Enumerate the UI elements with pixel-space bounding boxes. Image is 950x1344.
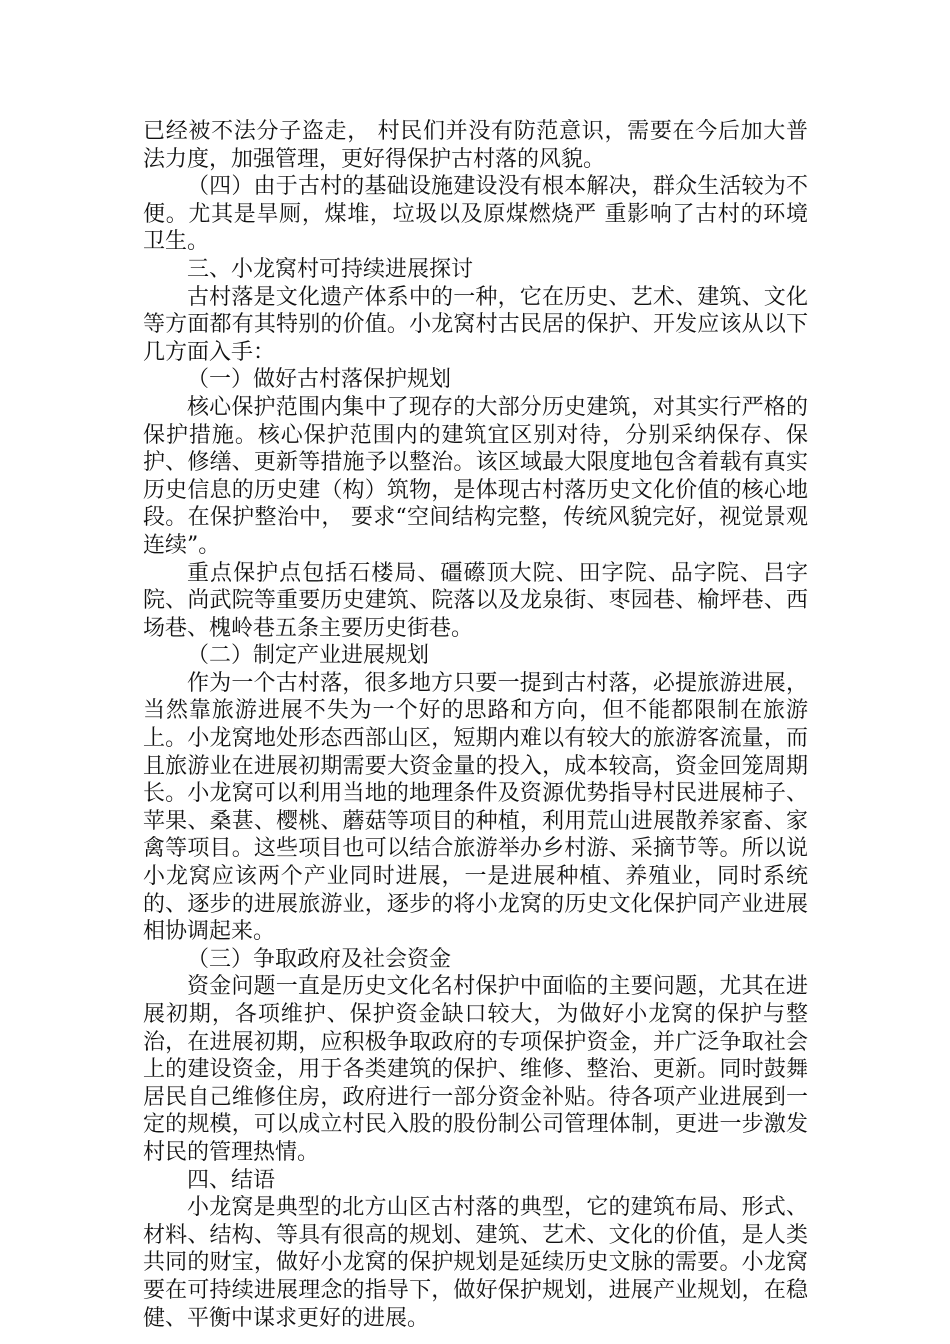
paragraph-continued: 已经被不法分子盗走， 村民们并没有防范意识，需要在今后加大普法力度，加强管理，更好得保护古村落的风貌。	[143, 119, 808, 172]
paragraph-industry: 作为一个古村落，很多地方只要一提到古村落，必提旅游进展，当然靠旅游进展不失为一个好的思路和方向，但不能都限制在旅游上。小龙窝地处形态西部山区，短期内难以有较大的旅游客流量，而且旅游业在进展初期需要大资金量的投入，成本较高，资金回笼周期长。小龙窝可以利用当地的地理条件及资源优势指导村民进展柿子、苹果、桑葚、樱桃、蘑菇等项目的种植，利用荒山进展散养家畜、家禽等项目。这些项目也可以结合旅游举办乡村游、采摘节等。所以说小龙窝应该两个产业同时进展，一是进展种植、养殖业，同时系统的、逐步的进展旅游业，逐步的将小龙窝的历史文化保护同产业进展相协调起来。	[143, 670, 808, 945]
document-body	[143, 118, 808, 1332]
paragraph-core-protection: 核心保护范围内集中了现存的大部分历史建筑，对其实行严格的保护措施。核心保护范围内的建筑宜区别对待，分别采纳保存、保护、修缮、更新等措施予以整治。该区域最大限度地包含着载有真实历史信息的历史建（构）筑物，是体现古村落历史文化价值的核心地段。在保护整治中， 要求“空间结构完整，传统风貌完好，视觉景观连续”。	[143, 394, 808, 558]
paragraph-funding: 资金问题一直是历史文化名村保护中面临的主要问题，尤其在进展初期，各项维护、保护资金缺口较大，为做好小龙窝的保护与整治，在进展初期，应积极争取政府的专项保护资金，并广泛争取社会上的建设资金，用于各类建筑的保护、维修、整治、更新。同时鼓舞居民自己维修住房，政府进行一部分资金补贴。待各项产业进展到一定的规模，可以成立村民入股的股份制公司管理体制，更进一步激发村民的管理热情。	[143, 974, 808, 1165]
section-heading-4: 四、结语	[187, 1167, 276, 1193]
paragraph-key-sites: 重点保护点包括石楼局、礓礤顶大院、田字院、品字院、吕字院、尚武院等重要历史建筑、院落以及龙泉街、枣园巷、榆坪巷、西场巷、槐岭巷五条主要历史街巷。	[143, 560, 808, 641]
subheading-1: （一）做好古村落保护规划	[187, 367, 452, 393]
paragraph-section-4-issue: （四）由于古村的基础设施建设没有根本解决，群众生活较为不便。尤其是旱厕，煤堆，垃圾以及原煤燃烧严 重影响了古村的环境卫生。	[143, 174, 808, 255]
paragraph-conclusion: 小龙窝是典型的北方山区古村落的典型，它的建筑布局、形式、材料、结构、等具有很高的规划、建筑、艺术、文化的价值，是人类共同的财宝，做好小龙窝的保护规划是延续历史文脉的需要。小龙窝要在可持续进展理念的指导下，做好保护规划，进展产业规划，在稳健、平衡中谋求更好的进展。	[143, 1195, 808, 1331]
paragraph-intro: 古村落是文化遗产体系中的一种，它在历史、艺术、建筑、文化等方面都有其特别的价值。小龙窝村古民居的保护、开发应该从以下几方面入手：	[143, 284, 808, 365]
subheading-3: （三）争取政府及社会资金	[187, 946, 452, 972]
section-heading-3: 三、小龙窝村可持续进展探讨	[187, 256, 474, 282]
subheading-2: （二）制定产业进展规划	[187, 643, 430, 669]
